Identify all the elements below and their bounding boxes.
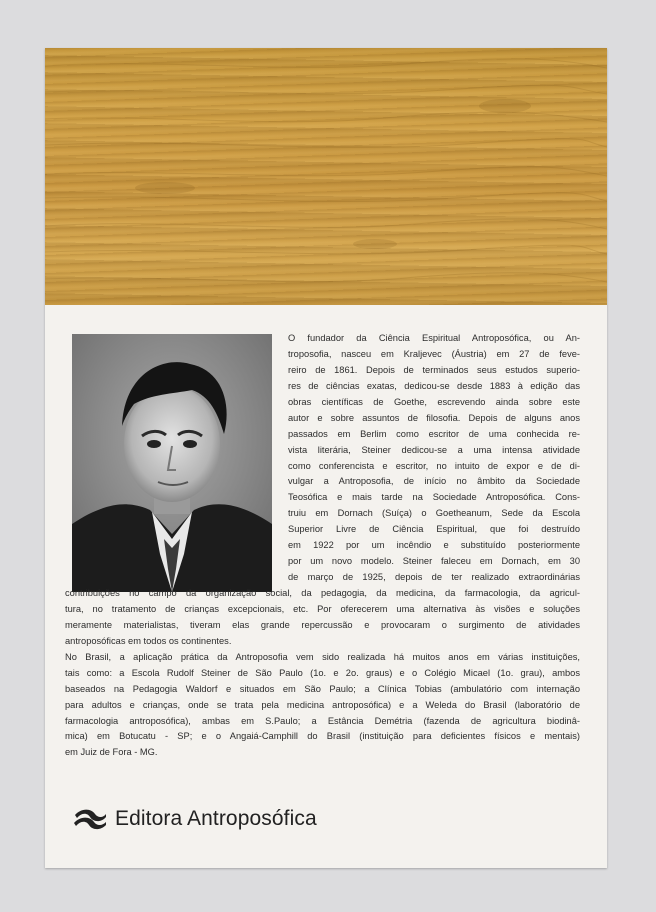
text-line: O fundador da Ciência Espiritual Antroposófica, ou An- <box>288 333 580 343</box>
text-line: em 1922 por um incêndio e substituído posteriormente <box>288 540 580 551</box>
text-line: de março de 1925, depois de ter realizado extraordinárias <box>288 572 580 583</box>
text-line: como conferencista e escritor, no intuito de expor e de di- <box>288 460 580 471</box>
text-line: tais como: a Escola Rudolf Steiner de São Paulo (1o. e 2o. graus) e o Colégio Micael (1o. grau), ambos <box>65 667 580 678</box>
text-line: por um novo modelo. Steiner faleceu em Dornach, em 30 <box>288 556 580 567</box>
book-back-cover <box>45 48 607 868</box>
text-line: res de ciências exatas, dedicou-se desde 1883 à edição das <box>288 380 580 391</box>
text-line: baseados na Pedagogia Waldorf e situados em São Paulo; a Clínica Tobias (ambulatório com internação <box>65 683 580 694</box>
text-line: No Brasil, a aplicação prática da Antroposofia vem sido realizada há muitos anos em várias instituições, <box>65 651 580 662</box>
text-line: Superior Livre de Ciência Espiritual, que foi destruído <box>288 524 580 535</box>
text-line: tura, no tratamento de crianças excepcionais, etc. Por oferecerem uma alternativa às visões e soluções <box>65 603 580 614</box>
text-line: farmacologia antroposófica), ambas em S.Paulo; a Estância Demétria (fazenda de agricultura biodinâ- <box>65 715 580 726</box>
text-line: contribuições no campo da organização social, da pedagogia, da medicina, da farmacologia, da agricul- <box>65 588 580 598</box>
wood-texture-panel <box>45 48 607 305</box>
text-line: em Juiz de Fora - MG. <box>65 747 158 758</box>
text-line: reiro de 1861. Depois de terminados seus estudos superio- <box>288 364 580 375</box>
text-line: meramente materialistas, tiveram elas grande repercussão e provocaram o surgimento de atividades <box>65 619 580 630</box>
text-line: antroposóficas em todos os continentes. <box>65 635 232 646</box>
text-line: mica) em Botucatu - SP; e o Angaiá-Camphill do Brasil (instituição para deficientes físicos e mentais) <box>65 731 580 742</box>
publisher-name: Editora Antroposófica <box>115 807 317 830</box>
text-line: Teosófica e mais tarde na Sociedade Antroposófica. Cons- <box>288 492 580 503</box>
publisher-imprint <box>73 806 317 832</box>
text-line: passados em Berlim como escritor de uma conhecida re- <box>288 428 580 439</box>
text-line: troposofia, nasceu em Kraljevec (Áustria) em 27 de feve- <box>288 348 580 359</box>
biography-text <box>65 331 580 761</box>
text-line: autor e sobre assuntos de filosofia. Depois de alguns anos <box>288 412 580 423</box>
text-line: vista literária, Steiner dedicou-se a uma intensa atividade <box>288 444 580 455</box>
text-line: para adultos e crianças, onde se trata pela medicina antroposófica) e a Weleda do Brasil (laboratório de <box>65 699 580 710</box>
text-line: truiu em Dornach (Suíça) o Goetheanum, Sede da Escola <box>288 508 580 519</box>
wood-grain <box>45 48 607 305</box>
text-line: obras científicas de Goethe, escrevendo ainda sobre este <box>288 396 580 407</box>
text-line: vulgar a Antroposofia, de início no âmbito da Sociedade <box>288 476 580 487</box>
publisher-logo-icon <box>73 806 107 832</box>
